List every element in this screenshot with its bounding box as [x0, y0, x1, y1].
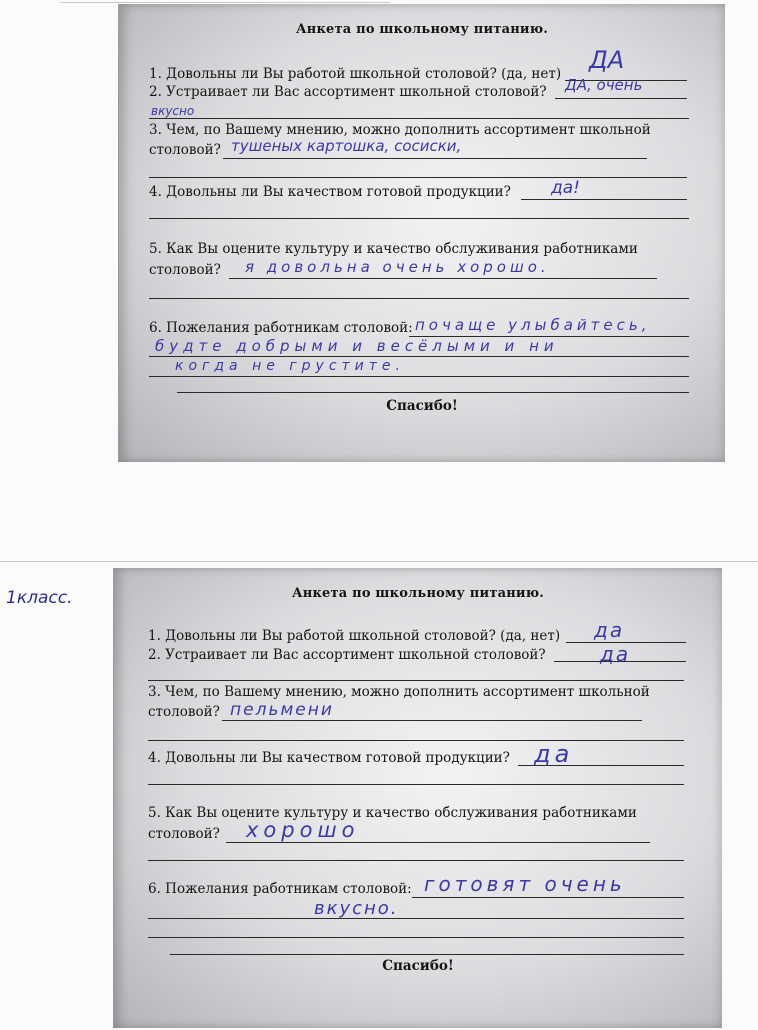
- answer-3: пельмени: [230, 700, 334, 720]
- answer-5: я довольна очень хорошо.: [245, 258, 550, 276]
- answer-3: тушеных картошка, сосиски,: [231, 137, 462, 155]
- answer-line-5b: [149, 298, 689, 299]
- answer-line-6c: [148, 937, 684, 938]
- answer-line-6d: [170, 954, 684, 955]
- thanks-text: Спасибо!: [386, 398, 458, 414]
- answer-line-5: [229, 278, 657, 279]
- thanks-text: Спасибо!: [382, 958, 454, 974]
- answer-line-6: [412, 897, 684, 898]
- answer-line-2b: [148, 680, 684, 681]
- survey-form-2: [113, 568, 722, 1028]
- form-title: Анкета по школьному питанию.: [291, 586, 545, 601]
- answer-6-line-1: готовят очень: [424, 872, 626, 896]
- answer-5: хорошо: [246, 818, 360, 842]
- form-title: Анкета по школьному питанию.: [295, 22, 549, 37]
- question-2: 2. Устраивает ли Вас ассортимент школьной столовой?: [149, 84, 547, 100]
- answer-line-3b: [148, 740, 684, 741]
- question-3b: столовой?: [149, 142, 221, 158]
- answer-line-6b: [148, 918, 684, 919]
- answer-line-5: [226, 842, 650, 843]
- question-5a: 5. Как Вы оцените культуру и качество обслуживания работниками: [149, 241, 638, 257]
- answer-line-6c: [149, 376, 689, 377]
- question-6: 6. Пожелания работникам столовой:: [148, 881, 412, 897]
- answer-4: да: [534, 740, 574, 768]
- answer-line-4b: [148, 784, 684, 785]
- question-3a: 3. Чем, по Вашему мнению, можно дополнить ассортимент школьной: [148, 684, 650, 700]
- scan-edge-top: [60, 2, 390, 3]
- answer-line-2b: [149, 118, 689, 119]
- answer-line-6d: [177, 392, 689, 393]
- answer-line-5b: [148, 860, 684, 861]
- question-5b: столовой?: [149, 262, 221, 278]
- class-margin-note: 1класс.: [6, 588, 73, 608]
- answer-1: ДА: [589, 46, 625, 74]
- answer-line-3: [222, 720, 642, 721]
- survey-form-1: [118, 4, 725, 462]
- answer-2-line-1: ДА, очень: [565, 76, 643, 94]
- answer-line-3: [223, 158, 647, 159]
- question-4: 4. Довольны ли Вы качеством готовой продукции?: [148, 750, 510, 766]
- answer-2: да: [600, 642, 631, 666]
- answer-6-line-2: вкусно.: [314, 898, 399, 919]
- answer-line-4: [521, 199, 687, 200]
- question-6: 6. Пожелания работникам столовой:: [149, 320, 413, 336]
- question-3b: столовой?: [148, 704, 220, 720]
- answer-line-2: [555, 98, 687, 99]
- question-1: 1. Довольны ли Вы работой школьной столовой? (да, нет): [148, 628, 561, 644]
- answer-line-4b: [149, 218, 689, 219]
- answer-4: да!: [551, 178, 580, 198]
- question-5b: столовой?: [148, 826, 220, 842]
- answer-6-line-3: когда не грустите.: [175, 358, 405, 374]
- answer-line-3b: [149, 177, 687, 178]
- question-4: 4. Довольны ли Вы качеством готовой продукции?: [149, 184, 511, 200]
- question-1: 1. Довольны ли Вы работой школьной столовой? (да, нет): [149, 66, 562, 82]
- scan-edge-middle: [0, 561, 758, 562]
- answer-6-line-2: будте добрыми и весёлыми и ни: [155, 337, 559, 355]
- question-3a: 3. Чем, по Вашему мнению, можно дополнить ассортимент школьной: [149, 122, 651, 138]
- answer-2-line-2: вкусно: [151, 104, 195, 118]
- answer-line-6b: [149, 356, 689, 357]
- question-5a: 5. Как Вы оцените культуру и качество обслуживания работниками: [148, 805, 637, 821]
- answer-1: да: [594, 618, 625, 642]
- question-2: 2. Устраивает ли Вас ассортимент школьной столовой?: [148, 647, 546, 663]
- answer-6-line-1: почаще улыбайтесь,: [415, 316, 651, 334]
